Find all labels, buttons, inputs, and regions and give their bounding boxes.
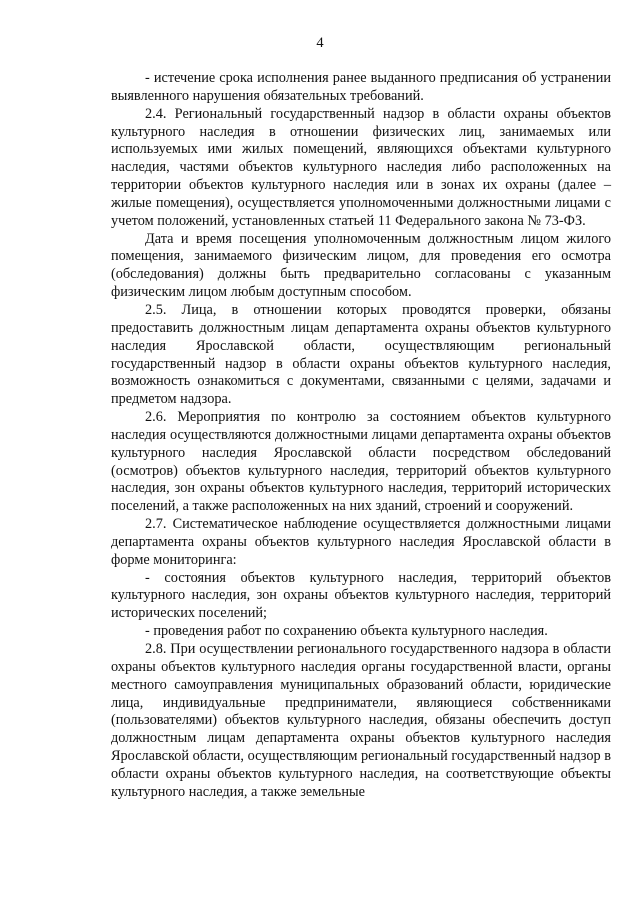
paragraph-expiry-item: - истечение срока исполнения ранее выданного предписания об устранении выявленного нарушения обязательных требований. — [111, 70, 611, 104]
paragraph-monitoring-item-1: - состояния объектов культурного наследия, территорий объектов культурного наследия, зон охраны объектов культурного наследия, территорий исторических поселений; — [111, 569, 611, 622]
paragraph-2-6: 2.6. Мероприятия по контролю за состоянием объектов культурного наследия осуществляются должностными лицами департамента охраны объектов культурного наследия Ярославской области посредством обследований (осмотров) объектов культурного наследия, территорий объектов культурного наследия, зон охраны объектов культурного наследия, территорий исторических поселений, а также расположенных на них зданий, строений и сооружений. — [111, 409, 611, 515]
paragraph-visit-date: Дата и время посещения уполномоченным должностным лицом жилого помещения, занимаемого физическим лицом, для проведения его осмотра (обследования) должны быть предварительно согласованы с указанным физическим лицом любым доступным способом. — [111, 230, 611, 301]
paragraph-monitoring-item-2: - проведения работ по сохранению объекта культурного наследия. — [145, 623, 548, 640]
paragraph-2-4: 2.4. Региональный государственный надзор в области охраны объектов культурного наследия в отношении физических лиц, занимаемых или используемых ими жилых помещений, являющихся объектами культурного наследия, частями объектов культурного наследия либо расположенных на территории объектов культурного наследия или в зонах их охраны (далее – жилые помещения), осуществляется уполномоченными должностными лицами с учетом положений, установленных статьей 11 Федерального закона № 73-ФЗ. — [111, 105, 611, 229]
paragraph-2-8: 2.8. При осуществлении регионального государственного надзора в области охраны объектов культурного наследия органы государственной власти, органы местного самоуправления муниципальных образований области, юридические лица, индивидуальные предприниматели, являющиеся собственниками (пользователями) объектов культурного наследия, обязаны обеспечить доступ должностным лицам департамента охраны объектов культурного наследия Ярославской области, осуществляющим региональный государственный надзор в области охраны объектов культурного наследия, на соответствующие объекты культурного наследия, а также земельные — [111, 641, 611, 800]
page-number: 4 — [316, 35, 324, 51]
paragraph-2-5: 2.5. Лица, в отношении которых проводятся проверки, обязаны предоставить должностным лицам департамента охраны объектов культурного наследия Ярославской области, осуществляющим региональный государственный надзор в области охраны объектов культурного наследия, возможность ознакомиться с документами, связанными с целями, задачами и предметом надзора. — [111, 301, 611, 408]
paragraph-2-7: 2.7. Систематическое наблюдение осуществляется должностными лицами департамента охраны объектов культурного наследия Ярославской области в форме мониторинга: — [111, 516, 611, 568]
document-body — [111, 70, 611, 802]
